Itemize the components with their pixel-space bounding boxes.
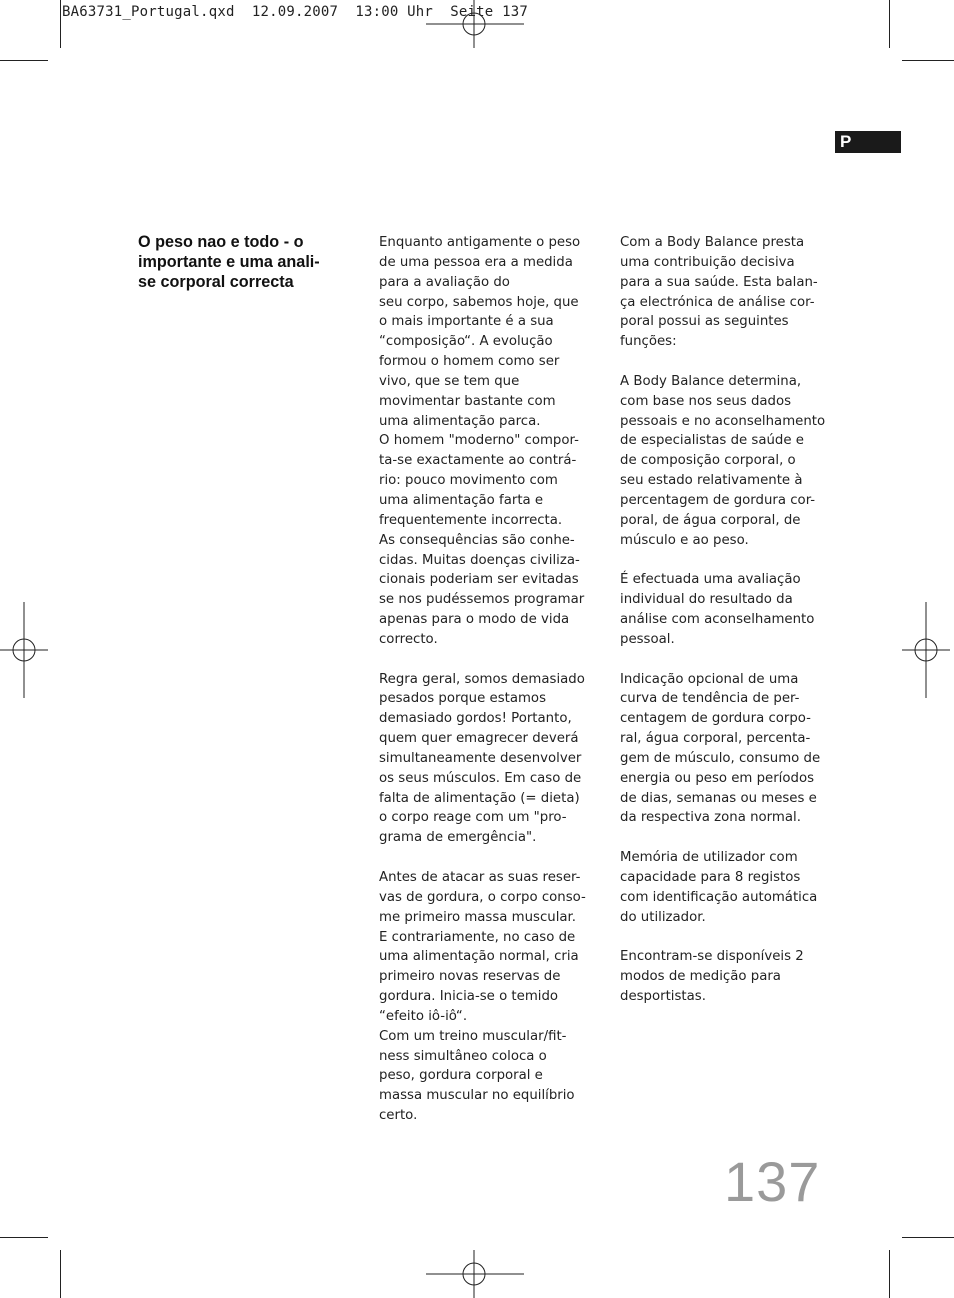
crop-mark-top-right-vertical bbox=[889, 0, 890, 48]
registration-mark-top bbox=[426, 0, 524, 48]
crop-mark-bottom-right-vertical bbox=[889, 1250, 890, 1298]
section-heading: O peso nao e todo - o importante e uma anali- se corporal correcta bbox=[138, 233, 320, 291]
crop-mark-top-left-horizontal bbox=[0, 60, 48, 61]
body-column-2: Com a Body Balance presta uma contribuição decisiva para a sua saúde. Esta balan- ça electrónica de análise cor- poral possui as seguintes funções: A Body Balance determina, com base nos seus dados pessoais e no aconselhamento de especialistas de saúde e de composição corporal, o seu estado relativamente à percentagem de gordura cor- poral, de água corporal, de músculo e ao peso. É efectuada uma avaliação individual do resultado da análise com aconselhamento pessoal. Indicação opcional de uma curva de tendência de per- centagem de gordura corpo- ral, água corporal, percenta- gem de músculo, consumo de energia ou peso em períodos de dias, semanas ou meses e da respectiva zona normal. Memória de utilizador com capacidade para 8 registos com identificação automática do utilizador. Encontram-se disponíveis 2 modos de medição para desportistas. bbox=[620, 235, 826, 1005]
crop-mark-bottom-left-horizontal bbox=[0, 1237, 48, 1238]
print-slug-line: BA63731_Portugal.qxd 12.09.2007 13:00 Uhr Seite 137 bbox=[62, 4, 528, 20]
registration-mark-left bbox=[0, 602, 48, 698]
language-tab: P bbox=[835, 131, 901, 153]
crop-mark-top-left-vertical bbox=[60, 0, 61, 48]
crop-mark-bottom-right-horizontal bbox=[902, 1237, 954, 1238]
body-column-1: Enquanto antigamente o peso de uma pessoa era a medida para a avaliação do seu corpo, sabemos hoje, que o mais importante é a sua “composição“. A evolução formou o homem como ser vivo, que se tem que movimentar bastante com uma alimentação parca. O homem "moderno" compor- ta-se exactamente ao contrá- rio: pouco movimento com uma alimentação farta e frequentemente incorrecta. As consequências são conhe- cidas. Muitas doenças civiliza- cionais poderiam ser evitadas se nos pudéssemos programar apenas para o modo de vida correcto. Regra geral, somos demasiado pesados porque estamos demasiado gordos! Portanto, quem quer emagrecer deverá simultaneamente desenvolver os seus músculos. Em caso de falta de alimentação (= dieta) o corpo reage com um "pro- grama de emergência". Antes de atacar as suas reser- vas de gordura, o corpo conso- me primeiro massa muscular. E contrariamente, no caso de uma alimentação normal, cria primeiro novas reservas de gordura. Inicia-se o temido “efeito iô-iô“. Com um treino muscular/fit- ness simultâneo coloca o peso, gordura corporal e massa muscular no equilíbrio certo. bbox=[379, 235, 586, 1124]
registration-mark-right bbox=[902, 602, 950, 698]
page-number: 137 bbox=[724, 1150, 821, 1213]
registration-mark-bottom bbox=[426, 1250, 524, 1298]
crop-mark-bottom-left-vertical bbox=[60, 1250, 61, 1298]
crop-mark-top-right-horizontal bbox=[902, 60, 954, 61]
